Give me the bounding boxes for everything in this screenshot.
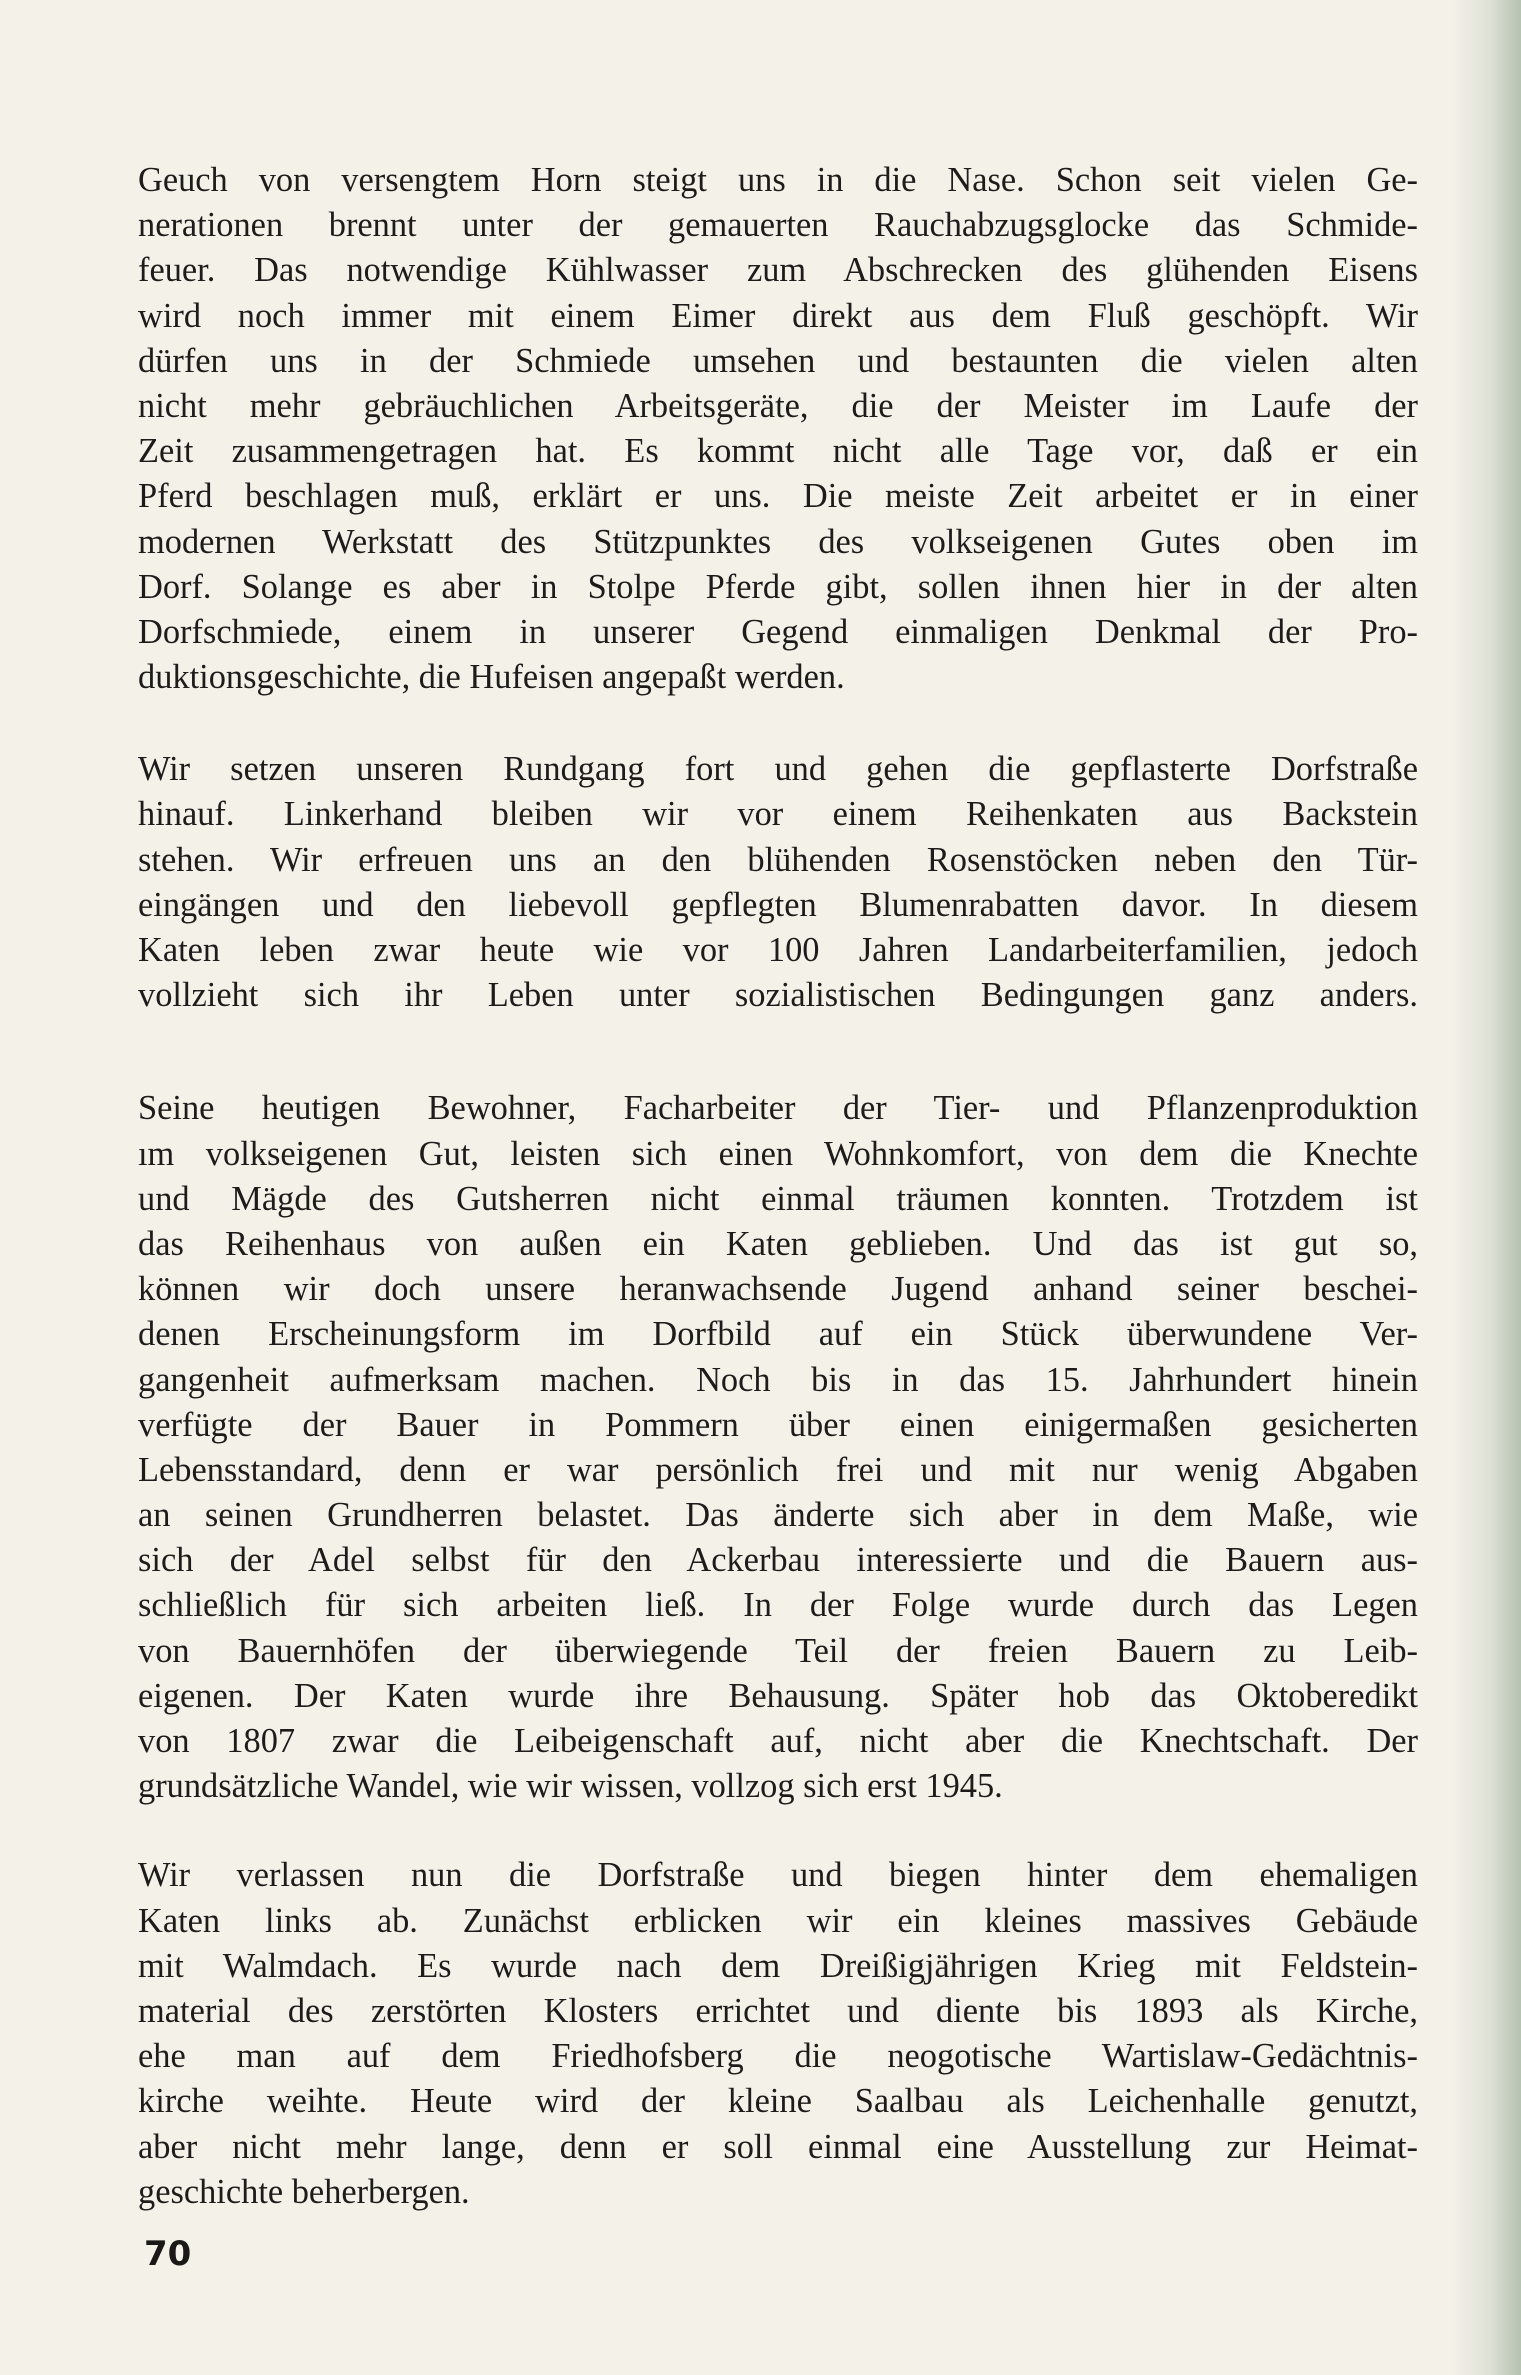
paragraph-3 — [138, 1086, 1418, 1809]
text-line: nicht mehr gebräuchlichen Arbeitsgeräte, die der Meister im Laufe der — [138, 386, 1418, 425]
text-line: Dorfschmiede, einem in unserer Gegend einmaligen Denkmal der Pro- — [138, 612, 1418, 651]
text-line: von 1807 zwar die Leibeigenschaft auf, nicht aber die Knechtschaft. Der — [138, 1722, 1418, 1760]
text-line: Seine heutigen Bewohner, Facharbeiter der Tier- und Pflanzenproduktion — [138, 1089, 1418, 1128]
text-line: Katen links ab. Zunächst erblicken wir ein kleines massives Gebäude — [138, 1901, 1418, 1940]
text-line: eigenen. Der Katen wurde ihre Behausung. Später hob das Oktoberedikt — [138, 1676, 1418, 1715]
paragraph-gap — [138, 1809, 1418, 1853]
text-line: eingängen und den liebevoll gepflegten Blumenrabatten davor. In diesem — [138, 885, 1418, 924]
text-line: Pferd beschlagen muß, erklärt er uns. Die meiste Zeit arbeitet er in einer — [138, 477, 1418, 516]
text-line: nerationen brennt unter der gemauerten Rauchabzugsglocke das Schmide- — [138, 206, 1418, 245]
text-line: kirche weihte. Heute wird der kleine Saalbau als Leichenhalle genutzt, — [138, 2082, 1418, 2121]
paragraph-2 — [138, 747, 1418, 1018]
text-line: wird noch immer mit einem Eimer direkt aus dem Fluß geschöpft. Wir — [138, 296, 1418, 335]
text-line: gangenheit aufmerksam machen. Noch bis in das 15. Jahrhundert hinein — [138, 1360, 1418, 1399]
page-number: 70 — [144, 2234, 192, 2274]
text-line: modernen Werkstatt des Stützpunktes des volkseigenen Gutes oben im — [138, 522, 1418, 561]
text-line: Geuch von versengtem Horn steigt uns in die Nase. Schon seit vielen Ge- — [138, 161, 1418, 199]
text-line: grundsätzliche Wandel, wie wir wissen, vollzog sich erst 1945. — [138, 1767, 1003, 1806]
paragraph-4 — [138, 1853, 1418, 2215]
text-line: denen Erscheinungsform im Dorfbild auf ein Stück überwundene Ver- — [138, 1315, 1418, 1354]
text-line: geschichte beherbergen. — [138, 2172, 470, 2211]
text-line: und Mägde des Gutsherren nicht einmal träumen konnten. Trotzdem ist — [138, 1179, 1418, 1218]
text-line: duktionsgeschichte, die Hufeisen angepaßt werden. — [138, 658, 845, 697]
text-line: Dorf. Solange es aber in Stolpe Pferde gibt, sollen ihnen hier in der alten — [138, 567, 1418, 606]
text-line: vollzieht sich ihr Leben unter sozialistischen Bedingungen ganz anders. — [138, 976, 1418, 1015]
text-line: das Reihenhaus von außen ein Katen geblieben. Und das ist gut so, — [138, 1224, 1418, 1263]
text-line: verfügte der Bauer in Pommern über einen einigermaßen gesicherten — [138, 1405, 1418, 1444]
paragraph-1 — [138, 158, 1418, 700]
text-line: hinauf. Linkerhand bleiben wir vor einem Reihenkaten aus Backstein — [138, 795, 1418, 834]
text-line: ım volkseigenen Gut, leisten sich einen Wohnkomfort, von dem die Knechte — [138, 1134, 1418, 1173]
text-line: dürfen uns in der Schmiede umsehen und bestaunten die vielen alten — [138, 341, 1418, 380]
text-line: aber nicht mehr lange, denn er soll einmal eine Ausstellung zur Heimat- — [138, 2127, 1418, 2166]
text-line: von Bauernhöfen der überwiegende Teil der freien Bauern zu Leib- — [138, 1631, 1418, 1670]
body-text — [138, 158, 1418, 2215]
text-line: an seinen Grundherren belastet. Das änderte sich aber in dem Maße, wie — [138, 1496, 1418, 1535]
text-line: Lebensstandard, denn er war persönlich frei und mit nur wenig Abgaben — [138, 1450, 1418, 1489]
text-line: mit Walmdach. Es wurde nach dem Dreißigjährigen Krieg mit Feldstein- — [138, 1946, 1418, 1985]
text-line: feuer. Das notwendige Kühlwasser zum Abschrecken des glühenden Eisens — [138, 251, 1418, 290]
paragraph-gap — [138, 1018, 1418, 1086]
text-line: Wir verlassen nun die Dorfstraße und biegen hinter dem ehemaligen — [138, 1856, 1418, 1895]
text-line: material des zerstörten Klosters errichtet und diente bis 1893 als Kirche, — [138, 1991, 1418, 2030]
text-line: Wir setzen unseren Rundgang fort und gehen die gepflasterte Dorfstraße — [138, 750, 1418, 789]
text-line: sich der Adel selbst für den Ackerbau interessierte und die Bauern aus- — [138, 1541, 1418, 1580]
text-line: stehen. Wir erfreuen uns an den blühenden Rosenstöcken neben den Tür- — [138, 840, 1418, 879]
page-edge-shadow — [1451, 0, 1521, 2375]
text-line: ehe man auf dem Friedhofsberg die neogotische Wartislaw-Gedächtnis- — [138, 2037, 1418, 2076]
text-line: können wir doch unsere heranwachsende Jugend anhand seiner beschei- — [138, 1270, 1418, 1309]
paragraph-gap — [138, 700, 1418, 747]
text-line: Zeit zusammengetragen hat. Es kommt nicht alle Tage vor, daß er ein — [138, 432, 1418, 471]
text-line: Katen leben zwar heute wie vor 100 Jahren Landarbeiterfamilien, jedoch — [138, 931, 1418, 969]
text-line: schließlich für sich arbeiten ließ. In der Folge wurde durch das Legen — [138, 1586, 1418, 1625]
